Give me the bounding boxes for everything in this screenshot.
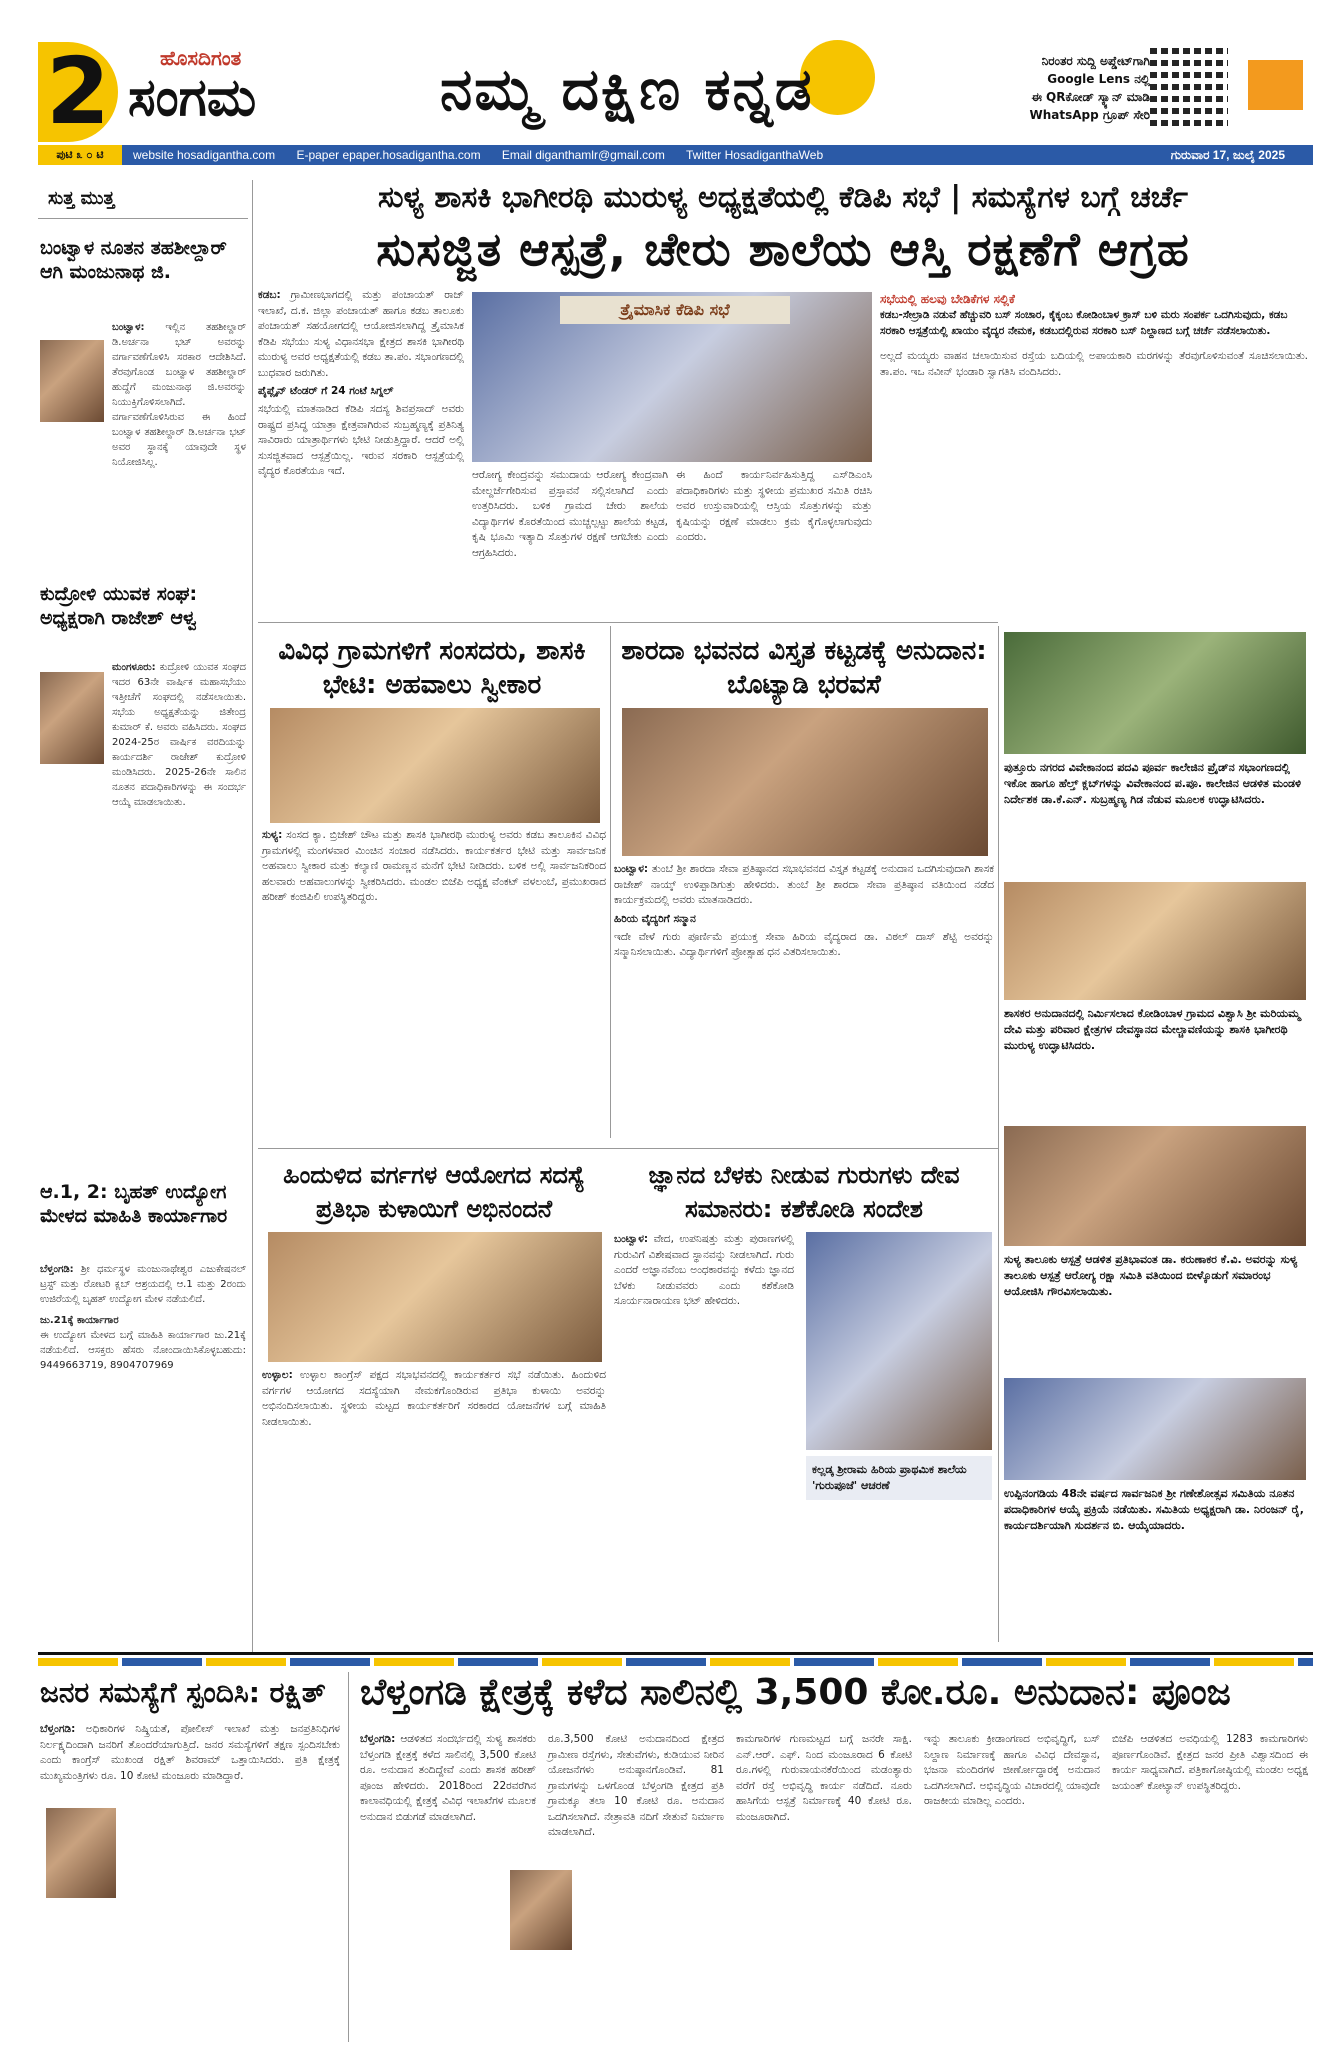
edition-label: ಪುಟಿ ೩ ೦ ಟಿ: [38, 145, 122, 165]
story-body: ತುಂಬೆ ಶ್ರೀ ಶಾರದಾ ಸೇವಾ ಪ್ರತಿಷ್ಠಾನದ ಸಭಾಭವನದ ವಿಸ್ತೃತ ಕಟ್ಟಡಕ್ಕೆ ಅನುದಾನ ಒದಗಿಸುವುದಾಗಿ ಶಾಸಕ ರಾಜೇಶ್ ನಾಯ್ಕ್ ಉಳಿಪ್ಪಾಡಿಗುತ್ತು ಹೇಳಿದರು. ತುಂಬೆ ಶ್ರೀ ಶಾರದಾ ಸೇವಾ ಪ್ರತಿಷ್ಠಾನ ವತಿಯಿಂದ ನಡೆದ ಕಾರ್ಯಕ್ರಮದಲ್ಲಿ ಅವರು ಮಾತನಾಡಿದರು.: [614, 863, 994, 906]
bottom-left-text: [40, 1722, 340, 1784]
dateline: ಕಡಬ:: [258, 289, 281, 301]
dateline: ಬಂಟ್ವಾಳ:: [112, 322, 145, 333]
story-body: ಶ್ರೀ ಧರ್ಮಸ್ಥಳ ಮಂಜುನಾಥೇಶ್ವರ ಎಜುಕೇಷನಲ್ ಟ್ರಸ್ಟ್ ಮತ್ತು ರೋಟರಿ ಕ್ಲಬ್ ಆಶ್ರಯದಲ್ಲಿ ಆ.1 ಮತ್ತು 2ರಂದು ಉಜಿರೆಯಲ್ಲಿ ಬೃಹತ್ ಉದ್ಯೋಗ ಮೇಳ ನಡೆಯಲಿದೆ.: [40, 1264, 246, 1305]
story-body: ಇದೇ ವೇಳೆ ಗುರು ಪೂರ್ಣಿಮೆ ಪ್ರಯುಕ್ತ ಸೇವಾ ಹಿರಿಯ ವೈದ್ಯರಾದ ಡಾ. ವಿಠಲ್ ದಾಸ್ ಶೆಟ್ಟಿ ಅವರನ್ನು ಸನ್ಮಾನಿಸಲಾಯಿತು. ವಿದ್ಯಾರ್ಥಿಗಳಿಗೆ ಪ್ರೋತ್ಸಾಹ ಧನ ವಿತರಿಸಲಾಯಿತು.: [614, 930, 994, 958]
congress-photo: [268, 1232, 602, 1362]
page-title: ನಮ್ಮ ದಕ್ಷಿಣ ಕನ್ನಡ: [440, 55, 814, 123]
right-caption-4: ಉಪ್ಪಿನಂಗಡಿಯ 48ನೇ ವರ್ಷದ ಸಾರ್ವಜನಿಕ ಶ್ರೀ ಗಣೇಶೋತ್ಸವ ಸಮಿತಿಯ ನೂತನ ಪದಾಧಿಕಾರಿಗಳ ಆಯ್ಕೆ ಪ್ರಕ್ರಿಯೆ ನಡೆಯಿತು. ಸಮಿತಿಯ ಅಧ್ಯಕ್ಷರಾಗಿ ಡಾ. ನಿರಂಜನ್ ರೈ, ಕಾರ್ಯದರ್ಶಿಯಾಗಿ ಸುದರ್ಶನ ಬಿ. ಆಯ್ಕೆಯಾದರು.: [1004, 1487, 1304, 1532]
dateline: ಬೆಳ್ತಂಗಡಿ:: [40, 1264, 74, 1275]
bottom-main-col2: ರೂ.3,500 ಕೋಟಿ ಅನುದಾನದಿಂದ ಕ್ಷೇತ್ರದ ಗ್ರಾಮೀಣ ರಸ್ತೆಗಳು, ಸೇತುವೆಗಳು, ಕುಡಿಯುವ ನೀರಿನ ಯೋಜನೆಗಳು ಅನುಷ್ಠಾನಗೊಂಡಿವೆ. 81 ಗ್ರಾಮಗಳನ್ನು ಒಳಗೊಂಡ ಬೆಳ್ತಂಗಡಿ ಕ್ಷೇತ್ರದ ಪ್ರತಿ ಗ್ರಾಮಕ್ಕೂ ತಲಾ 10 ಕೋಟಿ ರೂ. ಅನುದಾನ ಒದಗಿಸಲಾಗಿದೆ. ನೇತ್ರಾವತಿ ನದಿಗೆ ಸೇತುವೆ ನಿರ್ಮಾಣ ಮಾಡಲಾಗಿದೆ.: [548, 1733, 724, 1838]
brand-logo: ಸಂಗಮ: [128, 68, 257, 128]
portrait-photo: [46, 1808, 116, 1898]
dateline: ಸುಳ್ಯ:: [262, 829, 283, 841]
left-story1-headline: ಬಂಟ್ವಾಳ ನೂತನ ತಹಶೀಲ್ದಾರ್ ಆಗಿ ಮಂಜುನಾಥ ಜಿ.: [40, 237, 227, 283]
website-link[interactable]: website hosadigantha.com: [133, 148, 276, 162]
column-divider: [348, 1672, 349, 2042]
guru-text: [614, 1232, 794, 1310]
divider: [258, 1148, 998, 1149]
portrait-photo: [40, 340, 104, 422]
lead-col1: [258, 288, 464, 480]
divider: [258, 622, 998, 623]
page-number: 2: [38, 42, 118, 142]
lead-kicker: ಸುಳ್ಯ ಶಾಸಕಿ ಭಾಗೀರಥಿ ಮುರುಳ್ಯ ಅಧ್ಯಕ್ಷತೆಯಲ್ಲಿ ಕೆಡಿಪಿ ಸಭೆ | ಸಮಸ್ಯೆಗಳ ಬಗ್ಗೆ ಚರ್ಚೆ: [378, 180, 1188, 215]
dateline: ಉಳ್ಳಾಲ:: [262, 1369, 293, 1381]
promo-line: WhatsApp ಗ್ರೂಪ್ ಸೇರಿ: [1029, 108, 1150, 122]
dateline: ಬೆಳ್ತಂಗಡಿ:: [360, 1733, 396, 1745]
bottom-main-col1: [360, 1732, 536, 1825]
congress-text: [262, 1368, 606, 1430]
story-body: ಉಳ್ಳಾಲ ಕಾಂಗ್ರೆಸ್ ಪಕ್ಷದ ಸಭಾಭವನದಲ್ಲಿ ಕಾರ್ಯಕರ್ತರ ಸಭೆ ನಡೆಯಿತು. ಹಿಂದುಳಿದ ವರ್ಗಗಳ ಆಯೋಗದ ಸದಸ್ಯೆಯಾಗಿ ನೇಮಕಗೊಂಡಿರುವ ಪ್ರತಿಭಾ ಕುಳಾಯಿ ಅವರನ್ನು ಅಭಿನಂದಿಸಲಾಯಿತು. ಸ್ಥಳೀಯ ಮಟ್ಟದ ಕಾರ್ಯಕರ್ತರಿಗೆ ಸರಕಾರದ ಯೋಜನೆಗಳ ಬಗ್ಗೆ ಮಾಹಿತಿ ನೀಡಲಾಯಿತು.: [262, 1369, 606, 1428]
left-story1-text: [112, 320, 246, 470]
issue-date: ಗುರುವಾರ 17, ಜುಲೈ 2025: [1170, 148, 1285, 162]
promo-line: Google Lens ನಲ್ಲಿ: [1047, 72, 1150, 86]
bottom-left-headline: ಜನರ ಸಮಸ್ಯೆಗೆ ಸ್ಪಂದಿಸಿ: ರಕ್ಷಿತ್: [40, 1676, 326, 1709]
decorative-bar: [1248, 60, 1303, 110]
sharada-text: [614, 862, 994, 961]
dateline: ಮಂಗಳೂರು:: [112, 662, 156, 673]
mp-visit-photo: [270, 708, 600, 823]
dateline: ಬಂಟ್ವಾಳ:: [614, 1233, 649, 1245]
story-body: ಆಡಳಿತದ ಸಂದರ್ಭದಲ್ಲಿ ಸುಳ್ಯ ಶಾಸಕರು ಬೆಳ್ತಂಗಡಿ ಕ್ಷೇತ್ರಕ್ಕೆ ಕಳೆದ ಸಾಲಿನಲ್ಲಿ 3,500 ಕೋಟಿ ರೂ. ಅನುದಾನ ತಂದಿದ್ದೇವೆ ಎಂದು ಶಾಸಕ ಹರೀಶ್ ಪೂಂಜ ಹೇಳಿದರು. 2018ರಿಂದ 22ರವರೆಗಿನ ಕಾಲಾವಧಿಯಲ್ಲಿ ಕ್ಷೇತ್ರಕ್ಕೆ ವಿವಿಧ ಇಲಾಖೆಗಳ ಮೂಲಕ ಅನುದಾನ ಬಿಡುಗಡೆ ಮಾಡಲಾಗಿದೆ.: [360, 1733, 537, 1823]
guru-photo-caption: ಕಲ್ಲಡ್ಕ ಶ್ರೀರಾಮ ಹಿರಿಯ ಪ್ರಾಥಮಿಕ ಶಾಲೆಯ 'ಗುರುಪೂಜೆ' ಆಚರಣೆ: [806, 1456, 992, 1500]
twitter-link[interactable]: Twitter HosadiganthaWeb: [685, 148, 824, 162]
right-photo-3: [1004, 1126, 1306, 1246]
dateline: ಬೆಳ್ತಂಗಡಿ:: [40, 1723, 76, 1735]
column-divider: [998, 626, 999, 1642]
story-body: ಈ ಉದ್ಯೋಗ ಮೇಳದ ಬಗ್ಗೆ ಮಾಹಿತಿ ಕಾರ್ಯಾಗಾರ ಜು.21ಕ್ಕೆ ನಡೆಯಲಿದೆ. ಆಸಕ್ತರು ಹೆಸರು ನೋಂದಾಯಿಸಿಕೊಳ್ಳಬಹುದು: 9449663719, 8904707969: [40, 1330, 246, 1371]
bottom-main-col3: ಕಾಮಗಾರಿಗಳ ಗುಣಮಟ್ಟದ ಬಗ್ಗೆ ಜನರೇ ಸಾಕ್ಷಿ. ಎನ್.ಆರ್. ಎಫ್. ನಿಂದ ಮಂಜೂರಾದ 6 ಕೋಟಿ ರೂ.ಗಳಲ್ಲಿ ಗುರುವಾಯನಕೆರೆಯಿಂದ ಮಡಂತ್ಯಾರು ವರೆಗೆ ರಸ್ತೆ ಅಭಿವೃದ್ಧಿ ಕಾರ್ಯ ನಡೆದಿದೆ. ನೂರು ಹಾಸಿಗೆಯ ಆಸ್ಪತ್ರೆ ನಿರ್ಮಾಣಕ್ಕೆ 40 ಕೋಟಿ ರೂ. ಮಂಜೂರಾಗಿದೆ.: [736, 1733, 912, 1823]
promo-line: ನಿರಂತರ ಸುದ್ದಿ ಅಪ್ಡೇಟ್‌ಗಾಗಿ: [1041, 54, 1150, 68]
sidebar-text: ಕಡಬ-ಸೇಲ್ರಾಡಿ ನಡುವೆ ಹೆಚ್ಚುವರಿ ಬಸ್ ಸಂಚಾರ, ಕೈಕ್ಕಂಬ ಕೋಡಿಂಬಾಳ ಕ್ರಾಸ್ ಬಳಿ ಮರು ಸಂಪರ್ಕ ಒದಗಿಸುವುದು, ಕಡಬ ಸರಕಾರಿ ಆಸ್ಪತ್ರೆಯಲ್ಲಿ ಖಾಯಂ ವೈದ್ಯರ ನೇಮಕ, ಕಡಬದಲ್ಲಿರುವ ಸರಕಾರಿ ಬಸ್ ನಿಲ್ದಾಣದ ಬಗ್ಗೆ ಚರ್ಚೆ ನಡೆಸಲಾಯಿತು.: [880, 309, 1288, 337]
story-body: ಅಧಿಕಾರಿಗಳ ನಿಷ್ಕ್ರಿಯತೆ, ಪೋಲೀಸ್ ಇಲಾಖೆ ಮತ್ತು ಜನಪ್ರತಿನಿಧಿಗಳ ನಿರ್ಲಕ್ಷ್ಯದಿಂದಾಗಿ ಜನರಿಗೆ ತೊಂದರೆಯಾಗುತ್ತಿದೆ. ಜನರ ಸಮಸ್ಯೆಗಳಿಗೆ ತಕ್ಷಣ ಸ್ಪಂದಿಸಬೇಕು ಎಂದು ಕಾಂಗ್ರೆಸ್ ಮುಖಂಡ ರಕ್ಷಿತ್ ಶಿವರಾಮ್ ಒತ್ತಾಯಿಸಿದರು. ಪ್ರತಿ ಕ್ಷೇತ್ರಕ್ಕೆ ಮುಖ್ಯಮಂತ್ರಿಗಳು ರೂ. 10 ಕೋಟಿ ಮಂಜೂರು ಮಾಡಿದ್ದಾರೆ.: [40, 1723, 341, 1782]
lead-headline: ಸುಸಜ್ಜಿತ ಆಸ್ಪತ್ರೆ, ಚೇರು ಶಾಲೆಯ ಆಸ್ತಿ ರಕ್ಷಣೆಗೆ ಆಗ್ರಹ: [376, 222, 1190, 276]
right-photo-4: [1004, 1378, 1306, 1480]
bottom-main-col5: ಬಿಜೆಪಿ ಆಡಳಿತದ ಅವಧಿಯಲ್ಲಿ 1283 ಕಾಮಗಾರಿಗಳು ಪೂರ್ಣಗೊಂಡಿವೆ. ಕ್ಷೇತ್ರದ ಜನರ ಪ್ರೀತಿ ವಿಶ್ವಾಸದಿಂದ ಈ ಕಾರ್ಯ ಸಾಧ್ಯವಾಗಿದೆ. ಪತ್ರಿಕಾಗೋಷ್ಠಿಯಲ್ಲಿ ಮಂಡಲ ಅಧ್ಯಕ್ಷ ಜಯಂತ್ ಕೋಟ್ಯಾನ್ ಉಪಸ್ಥಿತರಿದ್ದರು.: [1112, 1733, 1308, 1792]
divider: [38, 218, 248, 219]
lead-col2: ಆರೋಗ್ಯ ಕೇಂದ್ರವನ್ನು ಸಮುದಾಯ ಆರೋಗ್ಯ ಕೇಂದ್ರವಾಗಿ ಮೇಲ್ದರ್ಜೆಗೇರಿಸುವ ಪ್ರಸ್ತಾವನೆ ಸಲ್ಲಿಸಲಾಗಿದೆ ಎಂದು ಉತ್ತರಿಸಿದರು. ಬಳಿಕ ಗ್ರಾಮದ ಚೇರು ಶಾಲೆಯ ವಿದ್ಯಾರ್ಥಿಗಳ ಕೊರತೆಯಿಂದ ಮುಚ್ಚಲ್ಪಟ್ಟು ಶಾಲೆಯ ಕಟ್ಟಡ, ಕೃಷಿ ಭೂಮಿ ಇತ್ಯಾದಿ ಸೊತ್ತುಗಳ ರಕ್ಷಣೆ ಆಗಬೇಕು ಎಂದು ಆಗ್ರಹಿಸಿದರು.: [472, 469, 668, 559]
sharada-headline: ಶಾರದಾ ಭವನದ ವಿಸ್ತೃತ ಕಟ್ಟಡಕ್ಕೆ ಅನುದಾನ: ಬೊಟ್ಯಾಡಿ ಭರವಸೆ: [621, 636, 987, 700]
right-caption-3: ಸುಳ್ಯ ತಾಲೂಕು ಆಸ್ಪತ್ರೆ ಆಡಳಿತ ಪ್ರತಿಭಾವಂತ ಡಾ. ಕರುಣಾಕರ ಕೆ.ವಿ. ಅವರನ್ನು ಸುಳ್ಯ ತಾಲೂಕು ಆಸ್ಪತ್ರೆ ಆರೋಗ್ಯ ರಕ್ಷಾ ಸಮಿತಿ ವತಿಯಿಂದ ಬೀಳ್ಕೊಡುಗೆ ಸಮಾರಂಭ ಆಯೋಜಿಸಿ ಗೌರವಿಸಲಾಯಿತು.: [1004, 1253, 1298, 1298]
column-divider: [610, 626, 611, 1138]
story-subhead: ಪೈಪ್ಲೈನ್ ಟೆಂಡರ್ ಗೆ 24 ಗಂಟೆ ಸಿಗ್ನಲ್: [258, 385, 394, 397]
right-photo-2: [1004, 882, 1306, 1000]
story-body: ಸಂಸದ ಕ್ಯಾ. ಬ್ರಿಜೇಶ್ ಚೌಟ ಮತ್ತು ಶಾಸಕಿ ಭಾಗೀರಥಿ ಮುರುಳ್ಯ ಅವರು ಕಡಬ ತಾಲೂಕಿನ ವಿವಿಧ ಗ್ರಾಮಗಳಲ್ಲಿ ಮಂಗಳವಾರ ಮಿಂಚಿನ ಸಂಚಾರ ನಡೆಸಿದರು. ಕಾರ್ಯಕರ್ತರ ಭೇಟಿ ಮತ್ತು ಸಾರ್ವಜನಿಕ ಅಹವಾಲು ಸ್ವೀಕಾರ ಮತ್ತು ಕಲ್ಯಾಣಿ ರಾಮಣ್ಣನ ಮನೆಗೆ ಭೇಟಿ ನೀಡಿದರು. ಬಳಿಕ ಅಲ್ಲಿ ಸಾರ್ವಜನಿಕರಿಂದ ಹಲವಾರು ಅಹವಾಲುಗಳನ್ನು ಸ್ವೀಕರಿಸಿದರು. ಮಂಡಲ ಬಿಜೆಪಿ ಅಧ್ಯಕ್ಷ ವೆಂಕಟ್ ವಳಲಂಬೆ, ಪ್ರಮುಖರಾದ ಹರೀಶ್ ಕಂಜಿಪಿಲಿ ಉಪಸ್ಥಿತರಿದ್ದರು.: [262, 829, 606, 903]
left-story2-text: [112, 660, 246, 810]
lead-col3: ಈ ಹಿಂದೆ ಕಾರ್ಯನಿರ್ವಹಿಸುತ್ತಿದ್ದ ಎಸ್‌ಡಿಎಂಸಿ ಪದಾಧಿಕಾರಿಗಳು ಮತ್ತು ಸ್ಥಳೀಯ ಪ್ರಮುಖರ ಸಮಿತಿ ರಚಿಸಿ ಅವರ ಉಸ್ತುವಾರಿಯಲ್ಲಿ ಆಸ್ತಿಯ ಸೊತ್ತುಗಳನ್ನು ಮತ್ತು ಕೃಷಿಯನ್ನು ರಕ್ಷಣೆ ಮಾಡಲು ಕ್ರಮ ಕೈಗೊಳ್ಳಲಾಗುವುದು ಎಂದರು.: [676, 469, 872, 543]
bottom-main-headline: ಬೆಳ್ತಂಗಡಿ ಕ್ಷೇತ್ರಕ್ಕೆ ಕಳೆದ ಸಾಲಿನಲ್ಲಿ 3,500 ಕೋ.ರೂ. ಅನುದಾನ: ಪೂಂಜ: [360, 1672, 1231, 1713]
email-link[interactable]: Email diganthamlr@gmail.com: [501, 148, 665, 162]
sharada-photo: [622, 708, 988, 856]
guru-headline: ಜ್ಞಾನದ ಬೆಳಕು ನೀಡುವ ಗುರುಗಳು ದೇವ ಸಮಾನರು: ಕಶೆಕೋಡಿ ಸಂದೇಶ: [648, 1161, 960, 1223]
brand-logo-small: ಹೊಸದಿಗಂತ: [160, 46, 242, 70]
qr-code-pattern: [1150, 48, 1228, 126]
left-story3-headline: ಆ.1, 2: ಬೃಹತ್ ಉದ್ಯೋಗ ಮೇಳದ ಮಾಹಿತಿ ಕಾರ್ಯಾಗಾರ: [40, 1181, 228, 1227]
guru-photo: [806, 1232, 992, 1450]
right-caption-2: ಶಾಸಕರ ಅನುದಾನದಲ್ಲಿ ನಿರ್ಮಿಸಲಾದ ಕೋಡಿಂಬಾಳ ಗ್ರಾಮದ ವಿಶ್ವಾಸಿ ಶ್ರೀ ಮರಿಯಮ್ಮ ದೇವಿ ಮತ್ತು ಪರಿವಾರ ಕ್ಷೇತ್ರಗಳ ದೇವಸ್ಥಾನದ ಮೇಲ್ಚಾವಣಿಯನ್ನು ಶಾಸಕಿ ಭಾಗೀರಥಿ ಮುರುಳ್ಯ ಉದ್ಘಾಟಿಸಿದರು.: [1004, 1007, 1301, 1052]
info-bar: [38, 145, 1313, 165]
portrait-photo: [510, 1870, 572, 1950]
right-caption-1: ಪುತ್ತೂರು ನಗರದ ವಿವೇಕಾನಂದ ಪದವಿ ಪೂರ್ವ ಕಾಲೇಜಿನ ಪ್ರೈಡ್‌ನ ಸಭಾಂಗಣದಲ್ಲಿ ಇಕೋ ಹಾಗೂ ಹೆಲ್ತ್ ಕ್ಲಬ್‌ಗಳನ್ನು ವಿವೇಕಾನಂದ ಪ.ಪೂ. ಕಾಲೇಜಿನ ಆಡಳಿತ ಮಂಡಳಿ ನಿರ್ದೇಶಕ ಡಾ.ಕೆ.ಎನ್. ಸುಬ್ರಹ್ಮಣ್ಯ ಗಿಡ ನೆಡುವ ಮೂಲಕ ಉದ್ಘಾಟಿಸಿದರು.: [1004, 761, 1301, 806]
mp-visit-headline: ವಿವಿಧ ಗ್ರಾಮಗಳಿಗೆ ಸಂಸದರು, ಶಾಸಕಿ ಭೇಟಿ: ಅಹವಾಲು ಸ್ವೀಕಾರ: [278, 636, 586, 700]
story-subhead: ಜು.21ಕ್ಕೆ ಕಾರ್ಯಾಗಾರ: [40, 1315, 119, 1326]
section-rule: [38, 1652, 1313, 1655]
column-divider: [252, 180, 253, 1652]
left-story3-text: [40, 1262, 246, 1373]
bottom-main-col4: ಇನ್ನು ತಾಲೂಕು ಕ್ರೀಡಾಂಗಣದ ಅಭಿವೃದ್ಧಿಗೆ, ಬಸ್ ನಿಲ್ದಾಣ ನಿರ್ಮಾಣಕ್ಕೆ ಹಾಗೂ ವಿವಿಧ ದೇವಸ್ಥಾನ, ಭಜನಾ ಮಂದಿರಗಳ ಜೀರ್ಣೋದ್ಧಾರಕ್ಕೆ ಅನುದಾನ ಒದಗಿಸಲಾಗಿದೆ. ಅಭಿವೃದ್ಧಿಯ ವಿಚಾರದಲ್ಲಿ ಯಾವುದೇ ರಾಜಕೀಯ ಮಾಡಿಲ್ಲ ಎಂದರು.: [924, 1733, 1100, 1807]
story-body: ಸಭೆಯಲ್ಲಿ ಮಾತನಾಡಿದ ಕೆಡಿಪಿ ಸದಸ್ಯ ಶಿವಪ್ರಸಾದ್ ಅವರು ರಾಷ್ಟ್ರದ ಪ್ರಸಿದ್ಧ ಯಾತ್ರಾ ಕ್ಷೇತ್ರವಾಗಿರುವ ಸುಬ್ರಹ್ಮಣ್ಯಕ್ಕೆ ಪ್ರತಿನಿತ್ಯ ಸಾವಿರಾರು ಯಾತ್ರಾರ್ಥಿಗಳು ಭೇಟಿ ನೀಡುತ್ತಿದ್ದಾರೆ. ಆದರೆ ಅಲ್ಲಿ ಸುಸಜ್ಜಿತವಾದ ಆಸ್ಪತ್ರೆಯಿಲ್ಲ. ಇರುವ ಸರಕಾರಿ ಆಸ್ಪತ್ರೆಯಲ್ಲಿ ವೈದ್ಯರ ಕೊರತೆಯೂ ಇದೆ.: [258, 403, 464, 477]
epaper-link[interactable]: E-paper epaper.hosadigantha.com: [296, 148, 481, 162]
mp-visit-text: [262, 828, 606, 906]
story-body: ಗ್ರಾಮೀಣಭಾಗದಲ್ಲಿ ಮತ್ತು ಪಂಚಾಯತ್ ರಾಜ್ ಇಲಾಖೆ, ದ.ಕ. ಜಿಲ್ಲಾ ಪಂಚಾಯತ್ ಹಾಗೂ ಕಡಬ ತಾಲೂಕು ಪಂಚಾಯತ್ ಸಹಯೋಗದಲ್ಲಿ ಆಯೋಜಿಸಲಾಗಿದ್ದ ತ್ರೈಮಾಸಿಕ ಕೆಡಿಪಿ ಸಭೆಯು ಸುಳ್ಯ ವಿಧಾನಸಭಾ ಕ್ಷೇತ್ರದ ಶಾಸಕಿ ಭಾಗೀರಥಿ ಮುರುಳ್ಯ ಅವರ ಅಧ್ಯಕ್ಷತೆಯಲ್ಲಿ ಕಡಬ ತಾ.ಪಂ. ಸಭಾಂಗಣದಲ್ಲಿ ಬುಧವಾರ ಜರುಗಿತು.: [258, 289, 464, 379]
lead-sidebar: [880, 292, 1308, 380]
story-body: ಇಲ್ಲಿನ ತಹಶೀಲ್ದಾರ್ ಡಿ.ಅರ್ಚನಾ ಭಟ್ ಅವರನ್ನು ವರ್ಗಾವಣೆಗೊಳಿಸಿ ಸರಕಾರ ಆದೇಶಿಸಿದೆ. ತೆರವುಗೊಂಡ ಬಂಟ್ವಾಳ ತಹಶೀಲ್ದಾರ್ ಹುದ್ದೆಗೆ ಮಂಜುನಾಥ ಜಿ.ಅವರನ್ನು ನಿಯುಕ್ತಿಗೊಳಿಸಲಾಗಿದೆ. ವರ್ಗಾವಣೆಗೊಳಿಸಿರುವ ಈ ಹಿಂದೆ ಬಂಟ್ವಾಳ ತಹಶೀಲ್ದಾರ್ ಡಿ.ಅರ್ಚನಾ ಭಟ್ ಅವರ ಸ್ಥಾನಕ್ಕೆ ಯಾವುದೇ ಸ್ಥಳ ನಿಯೋಜಿಸಿಲ್ಲ.: [112, 322, 246, 468]
story-body: ಕುದ್ರೋಳಿ ಯುವಕ ಸಂಘದ ಇದರ 63ನೇ ವಾರ್ಷಿಕ ಮಹಾಸಭೆಯು ಇತ್ತೀಚೆಗೆ ಸಂಘದಲ್ಲಿ ನಡೆಸಲಾಯಿತು. ಸಭೆಯ ಅಧ್ಯಕ್ಷತೆಯನ್ನು ಜಿತೇಂದ್ರ ಕುಮಾರ್ ಕೆ. ಅವರು ವಹಿಸಿದರು. ಸಂಘದ 2024-25ರ ವಾರ್ಷಿಕ ವರದಿಯನ್ನು ಕಾರ್ಯದರ್ಶಿ ರಾಜೇಶ್ ಕುದ್ರೋಳಿ ಮಂಡಿಸಿದರು. 2025-26ನೇ ಸಾಲಿನ ನೂತನ ಪದಾಧಿಕಾರಿಗಳನ್ನು ಈ ಸಂದರ್ಭ ಆಯ್ಕೆ ಮಾಡಲಾಯಿತು.: [112, 662, 246, 808]
story-body: ವೇದ, ಉಪನಿಷತ್ತು ಮತ್ತು ಪುರಾಣಗಳಲ್ಲಿ ಗುರುವಿಗೆ ವಿಶೇಷವಾದ ಸ್ಥಾನವನ್ನು ನೀಡಲಾಗಿದೆ. ಗುರು ಎಂದರೆ ಅಜ್ಞಾನವೆಂಬ ಅಂಧಕಾರವನ್ನು ಕಳೆದು ಜ್ಞಾನದ ಬೆಳಕು ನೀಡುವವರು ಎಂದು ಕಶೆಕೋಡಿ ಸೂರ್ಯನಾರಾಯಣ ಭಟ್ ಹೇಳಿದರು.: [614, 1233, 794, 1307]
promo-line: ಈ QRಕೋಡ್ ಸ್ಕ್ಯಾನ್ ಮಾಡಿ: [1031, 90, 1150, 104]
congress-headline: ಹಿಂದುಳಿದ ವರ್ಗಗಳ ಆಯೋಗದ ಸದಸ್ಯೆ ಪ್ರತಿಭಾ ಕುಳಾಯಿಗೆ ಅಭಿನಂದನೆ: [283, 1161, 585, 1223]
dateline: ಬಂಟ್ವಾಳ:: [614, 863, 649, 875]
section-label: ಸುತ್ತ ಮುತ್ತ: [48, 188, 115, 209]
story-subhead: ಹಿರಿಯ ವೈದ್ಯರಿಗೆ ಸನ್ಮಾನ: [614, 912, 696, 925]
decorative-stripe: [38, 1658, 1313, 1666]
qr-promo: [975, 52, 1150, 124]
left-story2-headline: ಕುದ್ರೋಳಿ ಯುವಕ ಸಂಘ: ಅಧ್ಯಕ್ಷರಾಗಿ ರಾಜೇಶ್ ಆಳ್ವ: [40, 583, 198, 629]
right-photo-1: [1004, 632, 1306, 754]
photo-banner: ತ್ರೈಮಾಸಿಕ ಕೆಡಿಪಿ ಸಭೆ: [560, 296, 790, 324]
portrait-photo: [40, 672, 104, 764]
sidebar-subhead: ಸಭೆಯಲ್ಲಿ ಹಲವು ಬೇಡಿಕೆಗಳ ಸಲ್ಲಿಕೆ: [880, 292, 1015, 306]
sidebar-text2: ಅಲ್ಲದೆ ಮಯ್ಯರು ವಾಹನ ಚಲಾಯಿಸುವ ರಸ್ತೆಯ ಬದಿಯಲ್ಲಿ ಅಪಾಯಕಾರಿ ಮರಗಳನ್ನು ತೆರವುಗೊಳಿಸುವಂತೆ ಸೂಚಿಸಲಾಯಿತು. ತಾ.ಪಂ. ಇಒ ನವೀನ್ ಭಂಡಾರಿ ಸ್ವಾಗತಿಸಿ ವಂದಿಸಿದರು.: [880, 350, 1308, 378]
